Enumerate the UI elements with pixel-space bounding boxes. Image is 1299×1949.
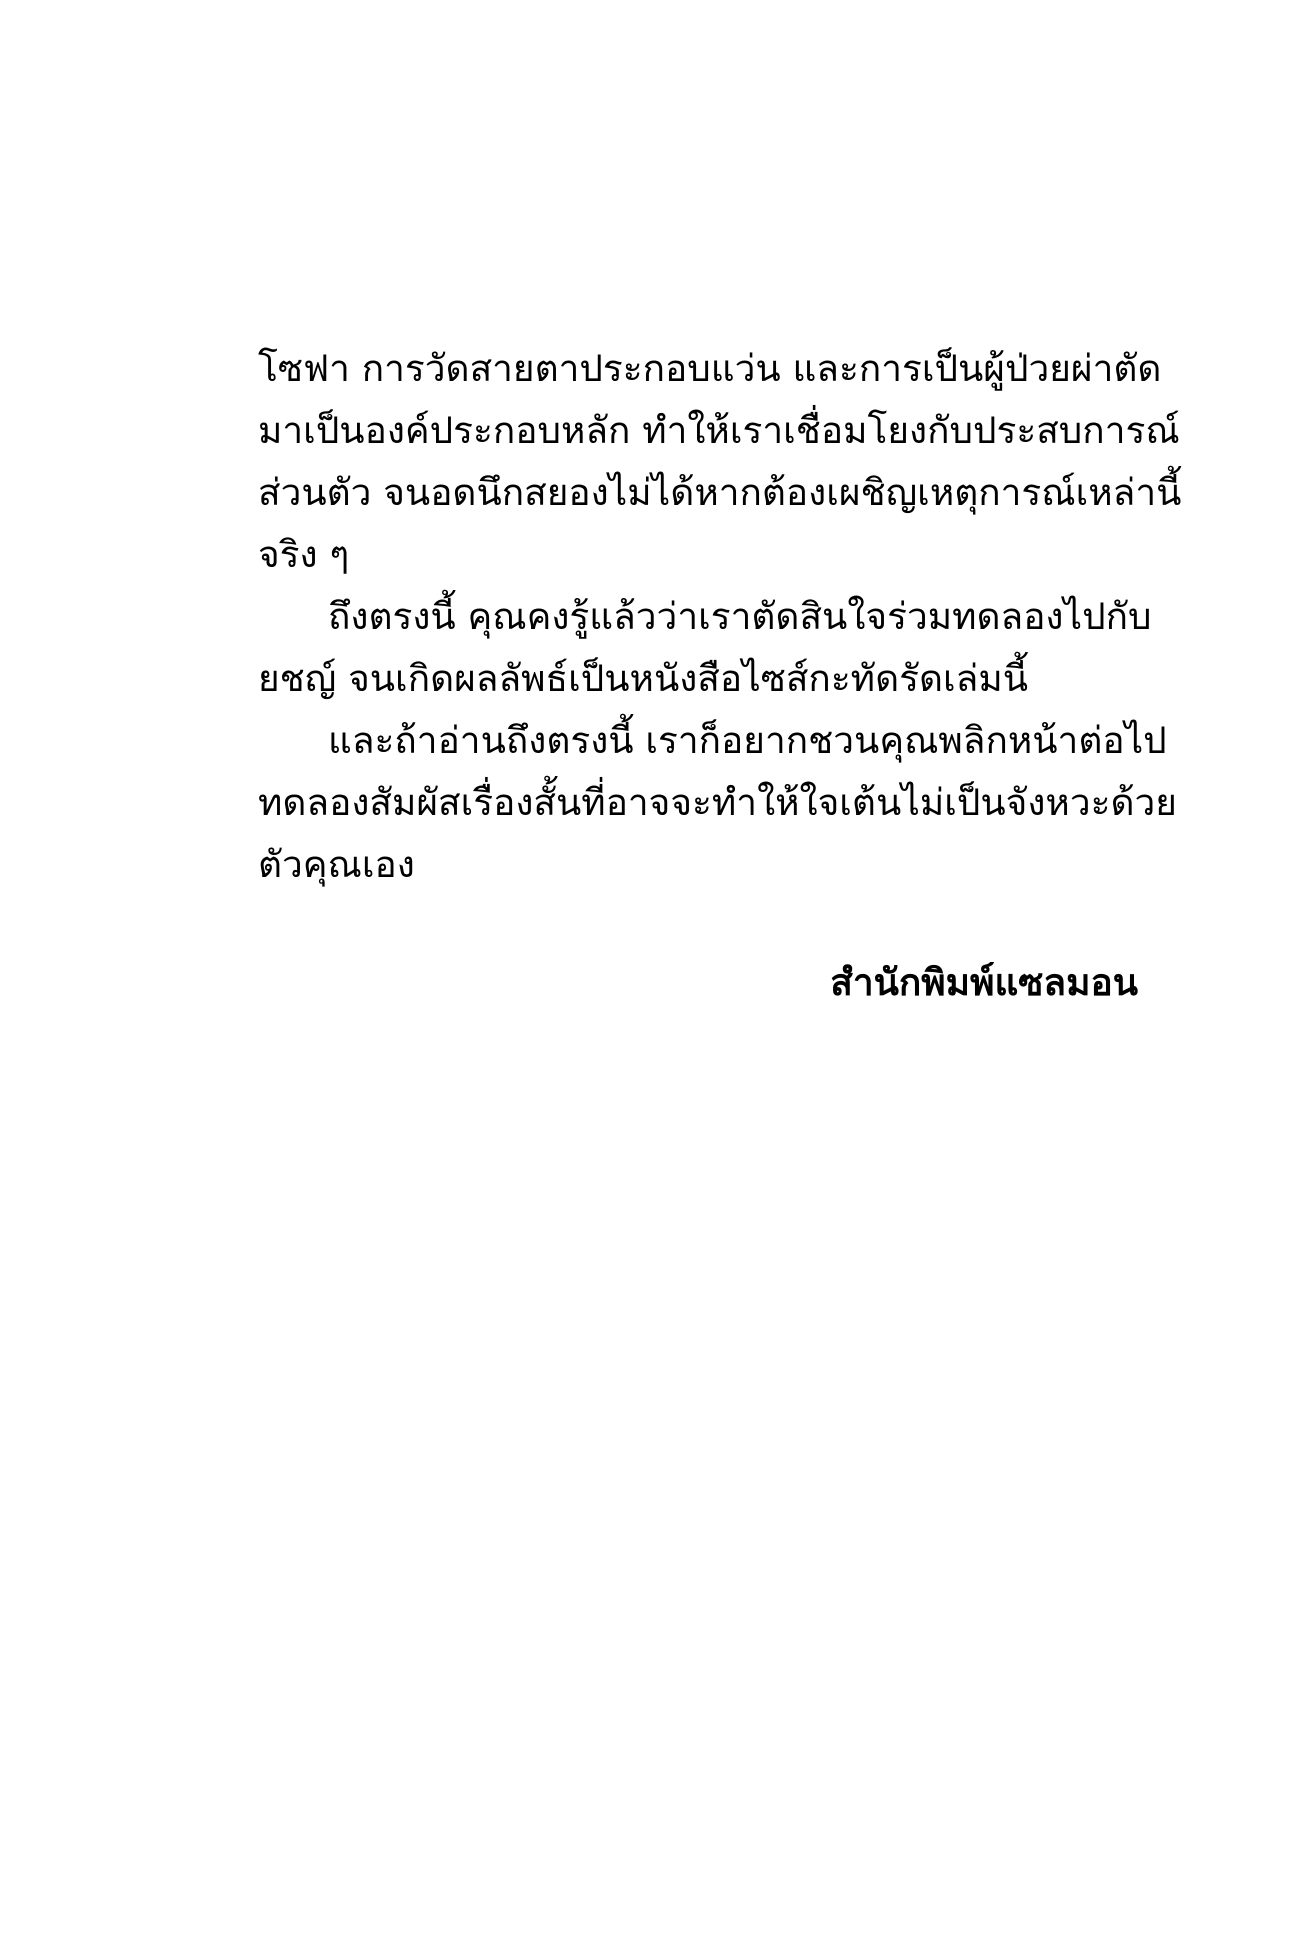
text-line: และถ้าอ่านถึงตรงนี้ เราก็อยากชวนคุณพลิกหน้าต่อไป: [328, 719, 1167, 762]
text-line: โซฟา การวัดสายตาประกอบแว่น และการเป็นผู้ป่วยผ่าตัด: [258, 347, 1162, 390]
body-text: [258, 338, 1182, 896]
text-line: ยชญ์ จนเกิดผลลัพธ์เป็นหนังสือไซส์กะทัดรัดเล่มนี้: [258, 657, 1029, 700]
text-line: ส่วนตัว จนอดนึกสยองไม่ได้หากต้องเผชิญเหตุการณ์เหล่านี้: [258, 471, 1182, 514]
text-line: จริง ๆ: [258, 533, 350, 576]
publisher-signature: สำนักพิมพ์แซลมอน: [830, 961, 1138, 1004]
text-line: ทดลองสัมผัสเรื่องสั้นที่อาจจะทำให้ใจเต้นไม่เป็นจังหวะด้วย: [258, 781, 1177, 824]
text-line: ถึงตรงนี้ คุณคงรู้แล้วว่าเราตัดสินใจร่วมทดลองไปกับ: [328, 595, 1152, 638]
text-line: มาเป็นองค์ประกอบหลัก ทำให้เราเชื่อมโยงกับประสบการณ์: [258, 409, 1180, 452]
text-line: ตัวคุณเอง: [258, 843, 415, 886]
